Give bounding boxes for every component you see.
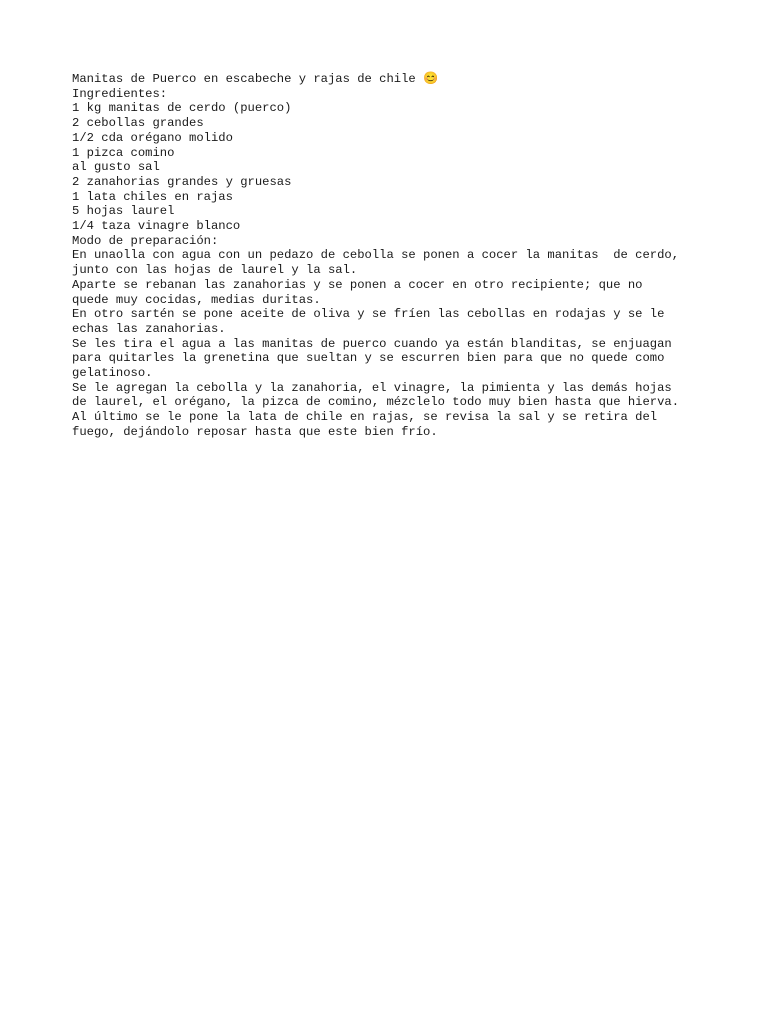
ingredient-item: 1 pizca comino <box>72 145 175 160</box>
method-step: Se les tira el agua a las manitas de puerco cuando ya están blanditas, se enjuagan para quitarles la grenetina que sueltan y se escurren bien para que no quede como gelatinoso. <box>72 336 672 381</box>
method-step: En otro sartén se pone aceite de oliva y se fríen las cebollas en rodajas y se le echas las zanahorias. <box>72 307 665 336</box>
ingredient-item: 5 hojas laurel <box>72 204 175 219</box>
method-heading: Modo de preparación: <box>72 233 219 248</box>
recipe-title: Manitas de Puerco en escabeche y rajas de chile 😊 <box>72 72 439 86</box>
recipe-document <box>72 72 712 440</box>
ingredient-item: al gusto sal <box>72 160 160 175</box>
method-step: En unaolla con agua con un pedazo de cebolla se ponen a cocer la manitas de cerdo, junto con las hojas de laurel y la sal. <box>72 248 680 278</box>
ingredient-item: 1 kg manitas de cerdo (puerco) <box>72 101 292 116</box>
ingredient-item: 1/4 taza vinagre blanco <box>72 219 241 234</box>
method-step: Se le agregan la cebolla y la zanahoria, el vinagre, la pimienta y las demás hojas de laurel, el orégano, la pizca de comino, mézclelo todo muy bien hasta que hierva. <box>72 380 680 410</box>
method-step: Al último se le pone la lata de chile en rajas, se revisa la sal y se retira del fuego, dejándolo reposar hasta que este bien frío. <box>72 410 658 439</box>
method-steps <box>72 248 712 439</box>
method-step: Aparte se rebanan las zanahorias y se ponen a cocer en otro recipiente; que no quede muy cocidas, medias duritas. <box>72 277 643 307</box>
ingredients-heading: Ingredientes: <box>72 86 168 101</box>
ingredient-item: 1/2 cda orégano molido <box>72 130 233 145</box>
ingredient-item: 2 zanahorias grandes y gruesas <box>72 174 292 189</box>
ingredients-list <box>72 101 712 233</box>
ingredient-item: 2 cebollas grandes <box>72 116 204 131</box>
ingredient-item: 1 lata chiles en rajas <box>72 189 233 204</box>
